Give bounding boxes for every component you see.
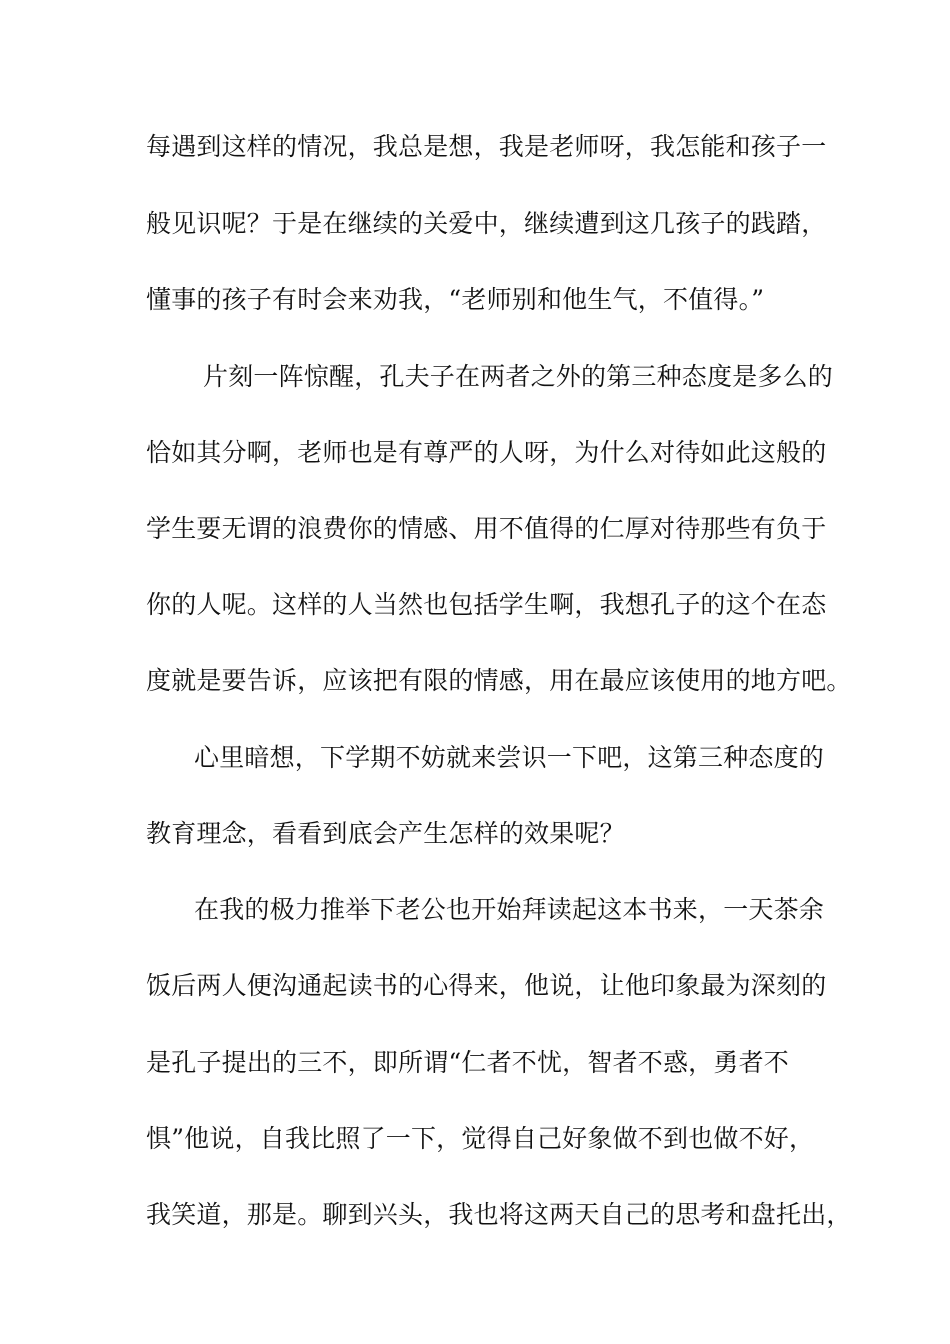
text-line: 懂事的孩子有时会来劝我，“老师别和他生气，不值得。”: [146, 285, 765, 314]
text-line: 饭后两人便沟通起读书的心得来，他说，让他印象最为深刻的: [146, 971, 827, 1000]
text-line: 般见识呢？于是在继续的关爱中，继续遭到这几孩子的践踏，: [146, 209, 827, 238]
paragraph-first-line: 片刻一阵惊醒，孔夫子在两者之外的第三种态度是多么的: [203, 362, 834, 391]
text-line: 每遇到这样的情况，我总是想，我是老师呀，我怎能和孩子一: [146, 132, 827, 161]
text-line: 惧”他说，自我比照了一下，觉得自己好象做不到也做不好，: [146, 1124, 815, 1153]
paragraph-first-line: 心里暗想，下学期不妨就来尝识一下吧，这第三种态度的: [194, 743, 825, 772]
text-line: 我笑道，那是。聊到兴头，我也将这两天自己的思考和盘托出，: [146, 1200, 852, 1229]
text-line: 你的人呢。这样的人当然也包括学生啊，我想孔子的这个在态: [146, 590, 827, 619]
paragraph-first-line: 在我的极力推举下老公也开始拜读起这本书来，一天茶余: [194, 895, 825, 924]
text-line: 度就是要告诉，应该把有限的情感，用在最应该使用的地方吧。: [146, 666, 852, 695]
text-line: 恰如其分啊，老师也是有尊严的人呀，为什么对待如此这般的: [146, 438, 827, 467]
text-line: 学生要无谓的浪费你的情感、用不值得的仁厚对待那些有负于: [146, 514, 827, 543]
text-line: 是孔子提出的三不，即所谓“仁者不忧，智者不惑，勇者不: [146, 1048, 789, 1077]
text-line: 教育理念，看看到底会产生怎样的效果呢？: [146, 819, 625, 848]
